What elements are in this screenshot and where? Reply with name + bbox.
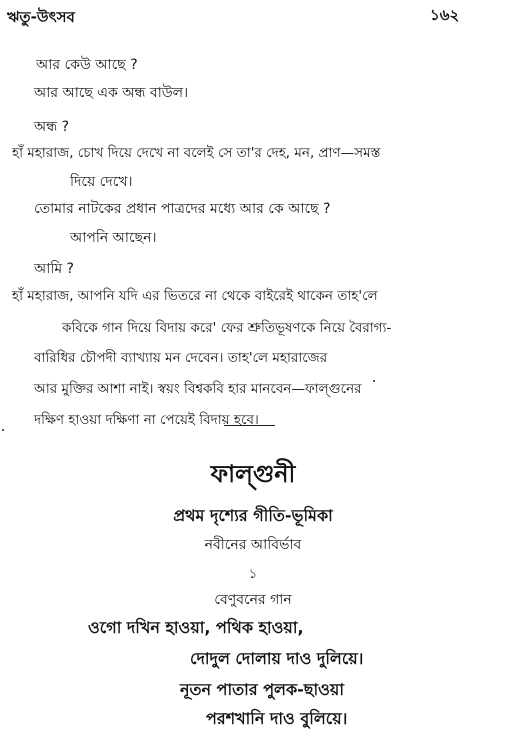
scan-speck xyxy=(2,429,4,431)
dialogue-line: আর আছে এক অন্ধ বাউল। xyxy=(34,85,189,101)
song-line: নূতন পাতার পুলক-ছাওয়া xyxy=(180,680,344,699)
running-header: ঋতু-উৎসব xyxy=(7,8,75,26)
dialogue-line: আর কেউ আছে ? xyxy=(36,57,138,73)
section-title: ফাল্গুনী xyxy=(210,460,296,488)
dialogue-line: দিয়ে দেখে। xyxy=(70,174,133,190)
dialogue-line: অন্ধ ? xyxy=(34,119,70,135)
scan-speck xyxy=(373,380,375,382)
dialogue-line: আর মুক্তির আশা নাই। স্বয়ং বিশ্বকবি হার মানবেন—ফাল্গুনের xyxy=(34,381,362,397)
section-subtitle: প্রথম দৃশ্যের গীতি-ভূমিকা xyxy=(173,506,333,525)
song-line: পরশখানি দাও বুলিয়ে। xyxy=(206,709,348,728)
song-number: ১ xyxy=(248,567,258,582)
section-divider xyxy=(224,425,275,426)
page-number: ১৬২ xyxy=(430,6,460,24)
dialogue-line: হাঁ মহারাজ, চোখ দিয়ে দেখে না বলেই সে তা'র দেহ, মন, প্রাণ—সমস্ত xyxy=(12,145,381,161)
dialogue-line: হাঁ মহারাজ, আপনি যদি এর ভিতরে না থেকে বাইরেই থাকেন তাহ'লে xyxy=(12,288,378,304)
section-sub-subtitle: নবীনের আবির্ভাব xyxy=(204,537,302,553)
dialogue-line: দক্ষিণ হাওয়া দক্ষিণা না পেয়েই বিদায় হবে। xyxy=(34,412,259,428)
song-line: দোদুল দোলায় দাও দুলিয়ে। xyxy=(190,649,364,668)
dialogue-line: কবিকে গান দিয়ে বিদায় করে' ফের শ্রুতিভূষণকে নিয়ে বৈরাগ্য- xyxy=(62,320,392,336)
dialogue-line: আমি ? xyxy=(34,261,74,277)
dialogue-line: বারিধির চৌপদী ব্যাখ্যায় মন দেবেন। তাহ'লে মহারাজের xyxy=(34,350,328,366)
song-title: বেণুবনের গান xyxy=(214,592,292,608)
dialogue-line: তোমার নাটকের প্রধান পাত্রদের মধ্যে আর কে আছে ? xyxy=(34,201,331,217)
dialogue-line: আপনি আছেন। xyxy=(70,230,157,246)
song-line: ওগো দখিন হাওয়া, পথিক হাওয়া, xyxy=(88,618,304,637)
